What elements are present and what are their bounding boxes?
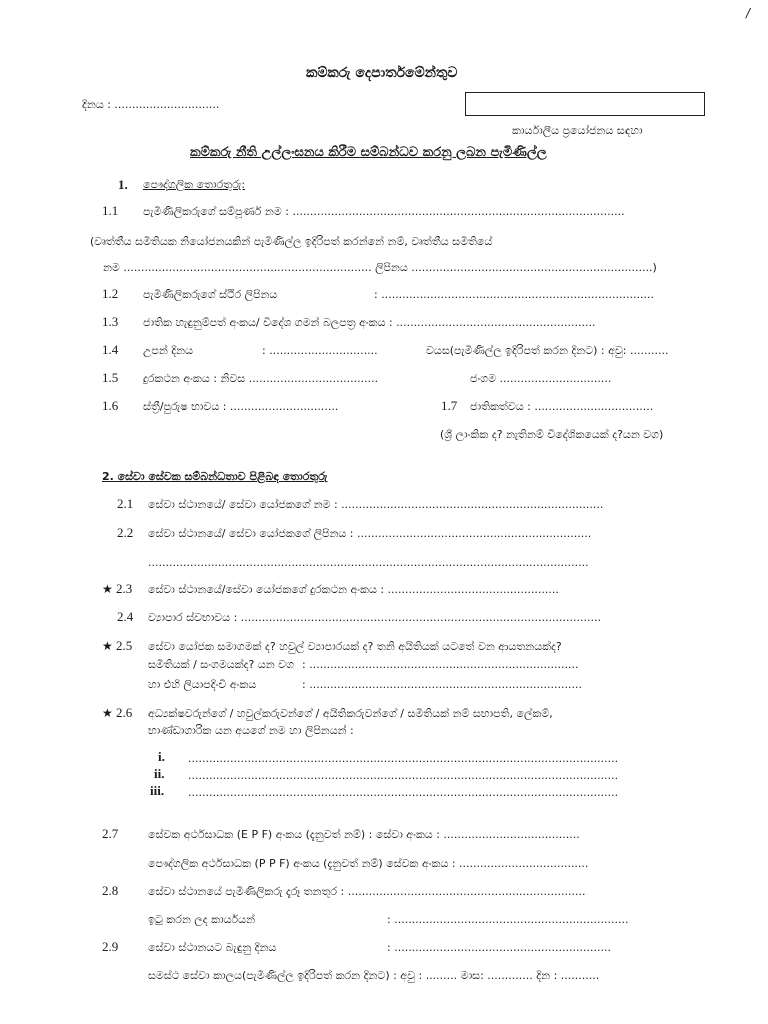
q1-4-age: වයස(පැමිණිල්ල ඉදිරිපත් කරන දිනට) : අවු: ........... — [426, 344, 669, 357]
section1-heading: පෞද්ගලික තොරතුරු: — [143, 178, 246, 191]
q2-6-directors: අධ්‍යක්ෂවරුන්ගේ / හවුල්කරුවන්ගේ / අයිතිකරුවන්ගේ / සමිතියක් නම් සභාපති, ලේකම්, — [148, 707, 553, 720]
q1-7-nationality: ජාතිකත්වය : .................................. — [470, 400, 654, 413]
q1-6-number: 1.6 — [102, 398, 119, 413]
q1-2-line: : .............................................................................. — [374, 288, 654, 301]
roman-i: i. — [158, 749, 165, 764]
q2-5-society: සමිතියක් / සංගමයක්ද? යන වග — [148, 658, 294, 671]
q1-4-line: : ............................... — [262, 344, 378, 357]
q2-7-number: 2.7 — [102, 826, 119, 841]
q2-5-number: 2.5 — [116, 638, 133, 653]
roman-ii-line: ........................................................................................................................... — [188, 769, 619, 782]
q2-9-join-line: : .............................................................. — [387, 941, 611, 954]
corner-mark: / — [746, 6, 751, 20]
q2-8-duties: ඉටු කරන ලද කාර්යයන් — [148, 913, 256, 926]
q2-9-number: 2.9 — [102, 939, 119, 954]
roman-ii: ii. — [154, 766, 165, 781]
q2-9-join-date: සේවා ස්ථානයට බැඳුනු දිනය — [148, 941, 277, 954]
roman-i-line: ........................................................................................................................... — [188, 752, 619, 765]
star-icon: ★ — [102, 706, 113, 720]
q1-6-gender: ස්ත්‍රී/පුරුෂ භාවය : ............................... — [143, 400, 339, 413]
q1-5-phone-home: දුරකථන අංකය : නිවස ..................................... — [143, 372, 379, 385]
q1-4-number: 1.4 — [102, 342, 119, 357]
q1-1-full-name: පැමිණිලිකරුගේ සම්පූර්ණ නම : ............................................................................................... — [143, 205, 625, 218]
q2-8-number: 2.8 — [102, 883, 119, 898]
q1-4-birth-date: උපන් දිනය — [143, 344, 193, 357]
office-use-box — [465, 92, 705, 116]
roman-iii-line: ........................................................................................................................... — [188, 786, 619, 799]
office-use-label: කාර්යාලීය ප්‍රයෝජනය සඳහා — [512, 124, 643, 137]
q2-5-entity-type: සේවා යෝජක සමාගමක් ද? හවුල් ව්‍යාපාරයක් ද? තනි අයිතියක් යටතේ වන ආයතනයක්ද? — [148, 640, 562, 653]
q2-3-number: 2.3 — [116, 581, 133, 596]
section2-heading: 2. සේවා සේවක සම්බන්ධතාව පිළිබඳ තොරතුරු — [102, 470, 328, 483]
q1-5-number: 1.5 — [102, 370, 119, 385]
q1-7-number: 1.7 — [441, 398, 458, 413]
star-icon: ★ — [102, 639, 113, 653]
date-field: දිනය : .............................. — [82, 98, 220, 111]
q1-1-union-name-address: නම ....................................................................... ලිපිනය .....................................................................) — [103, 261, 657, 274]
q2-7-epf: සේවක අර්ථසාධක (E P F) අංකය (දැනුවත් නම්) : සේවා අංකය : ....................................... — [148, 828, 580, 841]
q2-2-address-cont: .............................................................................................................................. — [148, 556, 589, 569]
q2-5-reg-line: : .............................................................................. — [302, 678, 582, 691]
q2-7-ppf: පෞද්ගලික අර්ථසාධක (P P F) අංකය (දැනුවත් නම්) සේවක අංකය : ..................................... — [148, 857, 589, 870]
q2-8-position: සේවා ස්ථානයේ පැමිණිලිකරු දැරූ තනතුර : .................................................................... — [148, 885, 586, 898]
department-title: කම්කරු දෙපාර්තමේන්තුව — [306, 65, 458, 81]
q1-7-nationality-note: (ශ්‍රී ලාංකික ද? නැතිනම් විදේශිකයෙක් ද?යන වග) — [440, 428, 664, 441]
q1-5-phone-mobile: ජංගම ................................ — [470, 372, 612, 385]
q2-4-number: 2.4 — [117, 609, 134, 624]
q1-1-number: 1.1 — [102, 203, 119, 218]
q1-3-number: 1.3 — [102, 314, 119, 329]
q2-8-duties-line: : ................................................................... — [387, 913, 629, 926]
q2-3-employer-phone: සේවා ස්ථානයේ/සේවා යෝජකගේ දුරකථන අංකය : ................................................. — [148, 583, 559, 596]
star-icon: ★ — [102, 582, 113, 596]
section1-number: 1. — [118, 177, 128, 192]
q2-2-employer-address: සේවා ස්ථානයේ/ සේවා යෝජකගේ ලිපිනය : ................................................................... — [148, 527, 592, 540]
q2-5-society-line: : ............................................................................. — [302, 658, 579, 671]
form-title: කම්කරු නීති උල්ලංඝනය කිරීම සම්බන්ධව කරනු ලබන පැමිණිල්ල — [190, 145, 547, 160]
q2-9-service-period: සමස්ථ සේවා කාලය(පැමිණිල්ල ඉදිරිපත් කරන දිනට) : අවු : ......... මාස: ............. දින : ........... — [148, 969, 600, 982]
q1-2-permanent-address: පැමිණිලිකරුගේ ස්ථිර ලිපිනය — [143, 288, 278, 301]
q2-6-treasurer: භාණ්ඩාගාරික යන අයගේ නම හා ලිපිනයන් : — [148, 724, 354, 737]
q1-2-number: 1.2 — [102, 286, 119, 301]
q2-1-number: 2.1 — [117, 496, 134, 511]
q1-3-nic-passport: ජාතික හැඳුනුම්පත් අංකය/ විදේශ ගමන් බලපත්‍ර අංකය : ......................................................... — [143, 316, 596, 329]
roman-iii: iii. — [150, 783, 165, 798]
q2-5-reg-number: හා එහි ලියාපදිංචි අංකය — [148, 678, 257, 691]
q2-2-number: 2.2 — [117, 525, 134, 540]
q2-1-employer-name: සේවා ස්ථානයේ/ සේවා යෝජකගේ නම : ........................................................................... — [148, 498, 604, 511]
q2-6-number: 2.6 — [116, 705, 133, 720]
q2-4-business-nature: ව්‍යාපාර ස්වභාවය : ....................................................................................................... — [148, 611, 601, 624]
q1-1-union-note: (වෘත්තීය සමිතියක නියෝජනයකින් පැමිණිල්ල ඉදිරිපත් කරන්නේ නම්, වෘත්තීය සමිතියේ — [90, 235, 493, 248]
